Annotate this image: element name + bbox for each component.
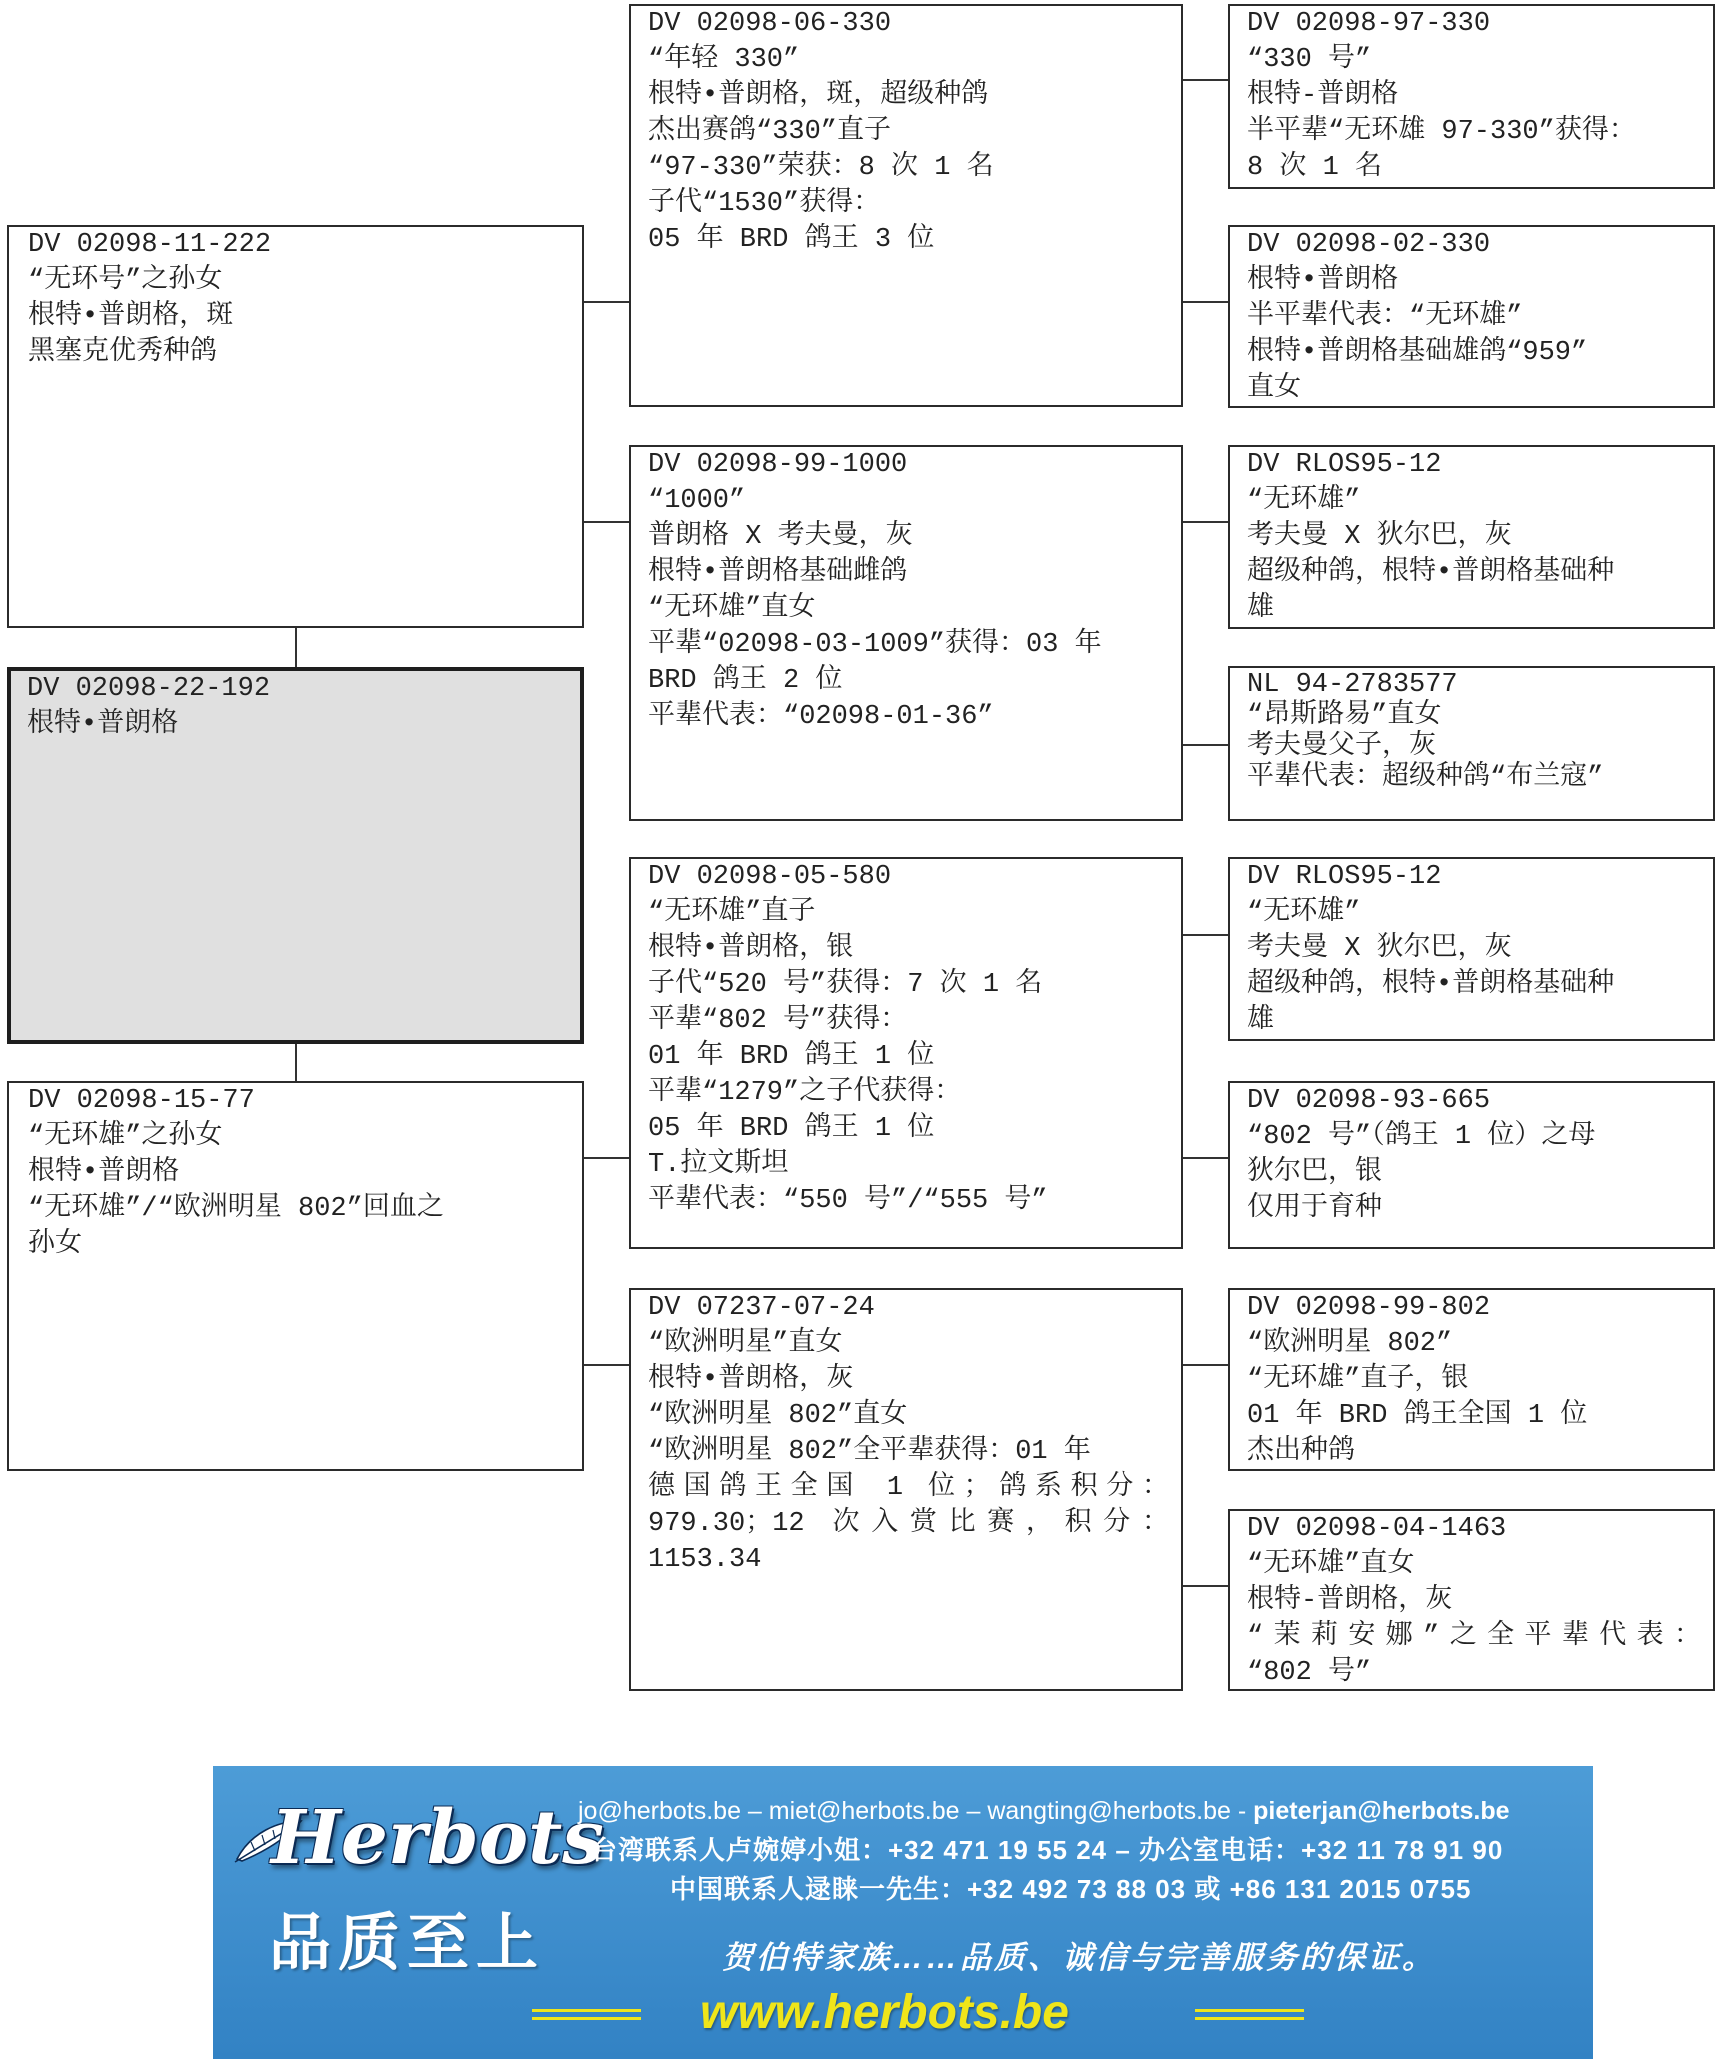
- pedigree-line: 考夫曼 X 狄尔巴，灰: [1247, 522, 1512, 552]
- pedigree-line: 根特•普朗格基础雌鸽: [648, 558, 908, 588]
- pedigree-line: 根特•普朗格，银: [648, 934, 854, 964]
- pedigree-line: 8 次 1 名: [1247, 153, 1383, 183]
- pedigree-line: 1153.34: [648, 1545, 762, 1575]
- ring-number: DV 07237-07-24: [648, 1293, 875, 1323]
- pedigree-line: 普朗格 X 考夫曼，灰: [648, 522, 913, 552]
- decorative-double-line-right: [1195, 2009, 1304, 2020]
- ring-number: DV 02098-22-192: [27, 674, 271, 704]
- ring-number: DV 02098-93-665: [1247, 1086, 1491, 1116]
- connector-line: [1182, 301, 1229, 303]
- pedigree-line: “1000”: [648, 486, 746, 516]
- pedigree-line: BRD 鸽王 2 位: [648, 666, 843, 696]
- pedigree-line: “无环雄”直子: [648, 898, 816, 928]
- pedigree-line: 根特-普朗格: [1247, 81, 1399, 111]
- pedigree-line: 黑塞克优秀种鸽: [28, 338, 217, 368]
- pedigree-line: 平辈“1279”之子代获得：: [648, 1078, 962, 1108]
- connector-line: [583, 1364, 630, 1366]
- pedigree-line: “无环雄”直子，银: [1247, 1365, 1469, 1395]
- pedigree-line: 雄: [1247, 1006, 1274, 1036]
- ring-number: DV 02098-99-802: [1247, 1293, 1491, 1323]
- pedigree-line: “欧洲明星 802”直女: [648, 1401, 908, 1431]
- connector-line: [295, 627, 297, 668]
- pedigree-line: 超级种鸽，根特•普朗格基础种: [1247, 558, 1615, 588]
- pedigree-line: 平辈代表：超级种鸽“布兰寇”: [1247, 763, 1604, 793]
- connector-line: [1182, 1157, 1229, 1159]
- pedigree-line: “无环雄”直女: [648, 594, 816, 624]
- pedigree-line: “97-330”荣获：8 次 1 名: [648, 153, 994, 183]
- pedigree-line: “无环雄”直女: [1247, 1550, 1415, 1580]
- pedigree-line: 直女: [1247, 374, 1301, 404]
- tagline: 贺伯特家族……品质、诚信与完善服务的保证。: [722, 1940, 1436, 1975]
- connector-line: [1182, 1585, 1229, 1587]
- contact-banner: [213, 1766, 1593, 2059]
- email-highlight: pieterjan@herbots.be: [1253, 1797, 1510, 1825]
- pedigree-line: “年轻 330”: [648, 45, 800, 75]
- pedigree-line: 仅用于育种: [1247, 1194, 1382, 1224]
- connector-line: [583, 1157, 630, 1159]
- pedigree-line: 根特•普朗格: [27, 710, 179, 740]
- pedigree-line: 979.30；12 次入赏比赛，积分：: [648, 1509, 1169, 1539]
- pedigree-box-sd-sire: [1228, 445, 1715, 629]
- connector-line: [583, 521, 630, 523]
- connector-line: [1182, 744, 1229, 746]
- decorative-double-line-left: [532, 2009, 641, 2020]
- pedigree-line: 根特-普朗格，灰: [1247, 1586, 1453, 1616]
- pedigree-line: 子代“520 号”获得：7 次 1 名: [648, 970, 1043, 1000]
- ring-number: DV 02098-05-580: [648, 862, 892, 892]
- connector-line: [1182, 521, 1229, 523]
- ring-number: DV 02098-11-222: [28, 230, 272, 260]
- pedigree-line: “802 号”: [1247, 1658, 1372, 1688]
- ring-number: DV 02098-02-330: [1247, 230, 1491, 260]
- pedigree-box-ss-sire: [1228, 4, 1715, 189]
- pedigree-line: “无环雄”: [1247, 486, 1361, 516]
- pedigree-line: “无环雄”/“欧洲明星 802”回血之: [28, 1194, 444, 1224]
- connector-line: [295, 1043, 297, 1082]
- pedigree-line: “欧洲明星 802”全平辈获得：01 年: [648, 1437, 1091, 1467]
- pedigree-line: T.拉文斯坦: [648, 1150, 789, 1180]
- pedigree-line: 05 年 BRD 鸽王 3 位: [648, 225, 935, 255]
- pedigree-box-dam-dam: [629, 1288, 1183, 1691]
- email-list: jo@herbots.be – miet@herbots.be – wangting@herbots.be -: [578, 1797, 1254, 1825]
- email-addresses: [578, 1796, 1510, 1826]
- ring-number: DV 02098-15-77: [28, 1086, 255, 1116]
- pedigree-line: 德国鸽王全国 1 位；鸽系积分：: [648, 1473, 1169, 1503]
- pedigree-line: “昂斯路易”直女: [1247, 701, 1442, 731]
- pedigree-box-sire-dam: [629, 445, 1183, 821]
- pedigree-line: 根特•普朗格，斑: [28, 302, 234, 332]
- pedigree-box-sire: [7, 225, 584, 628]
- pedigree-line: 孙女: [28, 1230, 82, 1260]
- pedigree-box-dd-sire: [1228, 1288, 1715, 1471]
- ring-number: NL 94-2783577: [1247, 670, 1458, 700]
- logo-wordmark: Herbots: [271, 1795, 604, 1881]
- pedigree-line: 01 年 BRD 鸽王全国 1 位: [1247, 1401, 1588, 1431]
- pedigree-line: 狄尔巴，银: [1247, 1158, 1382, 1188]
- pedigree-line: 平辈代表：“550 号”/“555 号”: [648, 1186, 1048, 1216]
- pedigree-box-dd-dam: [1228, 1509, 1715, 1691]
- pedigree-line: 考夫曼父子，灰: [1247, 732, 1436, 762]
- pedigree-line: “无环雄”: [1247, 898, 1361, 928]
- logo-slogan: 品质至上: [269, 1906, 546, 1979]
- pedigree-line: 子代“1530”获得：: [648, 189, 881, 219]
- pedigree-box-ds-dam: [1228, 1081, 1715, 1249]
- pedigree-line: 平辈“02098-03-1009”获得：03 年: [648, 630, 1102, 660]
- pedigree-box-dam: [7, 1081, 584, 1471]
- pedigree-line: “无环号”之孙女: [28, 266, 223, 296]
- website-url: www.herbots.be: [700, 1986, 1069, 2039]
- pedigree-line: 根特•普朗格基础雄鸽“959”: [1247, 338, 1588, 368]
- pedigree-line: 半平辈“无环雄 97-330”获得：: [1247, 117, 1636, 147]
- connector-line: [1182, 934, 1229, 936]
- pedigree-line: “802 号”（鸽王 1 位）之母: [1247, 1122, 1596, 1152]
- pedigree-line: “330 号”: [1247, 45, 1372, 75]
- ring-number: DV 02098-04-1463: [1247, 1514, 1507, 1544]
- pedigree-line: 半平辈代表：“无环雄”: [1247, 302, 1523, 332]
- pedigree-box-subject: [7, 667, 584, 1044]
- ring-number: DV 02098-97-330: [1247, 9, 1491, 39]
- pedigree-box-ss-dam: [1228, 225, 1715, 408]
- pedigree-line: 根特•普朗格: [28, 1158, 180, 1188]
- pedigree-line: 05 年 BRD 鸽王 1 位: [648, 1114, 935, 1144]
- connector-line: [1182, 1364, 1229, 1366]
- taiwan-contact: 台湾联系人卢婉婷小姐：+32 471 19 55 24 – 办公室电话：+32 11 78 91 90: [591, 1835, 1504, 1865]
- pedigree-line: “欧洲明星 802”: [1247, 1329, 1453, 1359]
- pedigree-line: 杰出种鸽: [1247, 1437, 1355, 1467]
- pedigree-line: 01 年 BRD 鸽王 1 位: [648, 1042, 935, 1072]
- connector-line: [1182, 79, 1229, 81]
- pedigree-line: “无环雄”之孙女: [28, 1122, 223, 1152]
- pedigree-line: 平辈“802 号”获得：: [648, 1006, 908, 1036]
- pedigree-line: “欧洲明星”直女: [648, 1329, 843, 1359]
- herbots-logo: [233, 1788, 604, 1898]
- pedigree-line: 雄: [1247, 594, 1274, 624]
- ring-number: DV RLOS95-12: [1247, 450, 1442, 480]
- pedigree-line: 根特•普朗格，灰: [648, 1365, 854, 1395]
- pedigree-line: 超级种鸽，根特•普朗格基础种: [1247, 970, 1615, 1000]
- pedigree-line: 考夫曼 X 狄尔巴，灰: [1247, 934, 1512, 964]
- pedigree-line: “茉莉安娜”之全平辈代表：: [1247, 1622, 1701, 1652]
- ring-number: DV RLOS95-12: [1247, 862, 1442, 892]
- pedigree-line: 根特•普朗格: [1247, 266, 1399, 296]
- pedigree-line: 平辈代表：“02098-01-36”: [648, 702, 994, 732]
- connector-line: [583, 301, 630, 303]
- pedigree-box-ds-sire: [1228, 857, 1715, 1041]
- ring-number: DV 02098-06-330: [648, 9, 892, 39]
- china-contact: 中国联系人逯睐一先生：+32 492 73 88 03 或 +86 131 2015 0755: [670, 1874, 1472, 1904]
- pedigree-box-sd-dam: [1228, 666, 1715, 821]
- pedigree-line: 根特•普朗格，斑，超级种鸽: [648, 81, 989, 111]
- pedigree-line: 杰出赛鸽“330”直子: [648, 117, 892, 147]
- pedigree-box-sire-sire: [629, 4, 1183, 407]
- pedigree-box-dam-sire: [629, 857, 1183, 1249]
- ring-number: DV 02098-99-1000: [648, 450, 908, 480]
